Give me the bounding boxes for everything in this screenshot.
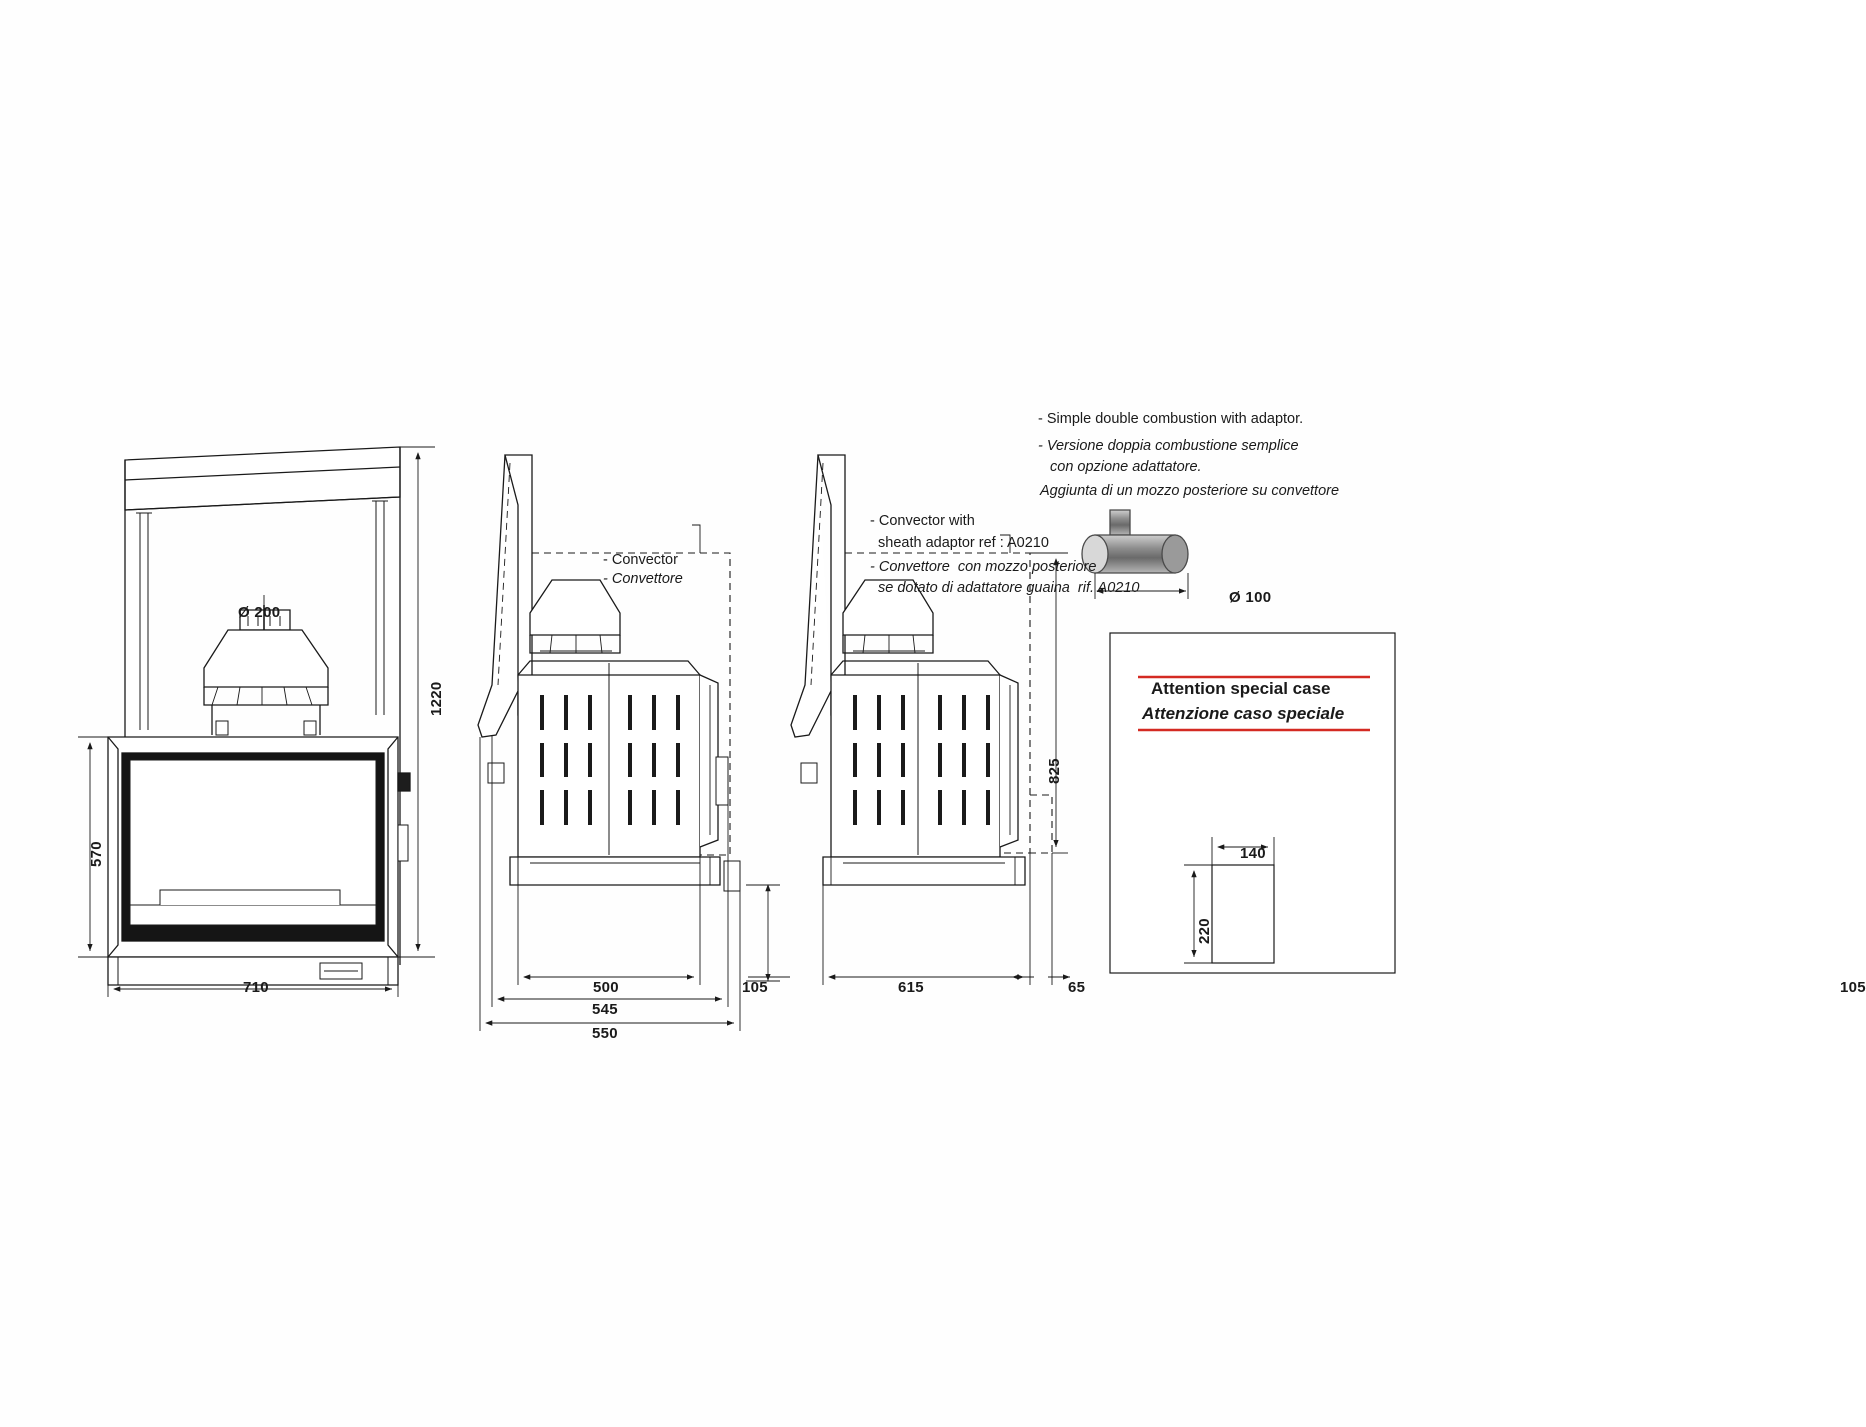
callout-adaptor-it-2-text: se dotato di adattatore guaina rif. A0210 bbox=[878, 580, 1140, 596]
dim-case-width: 140 bbox=[1240, 845, 1266, 862]
dim-height-825: 825 bbox=[1046, 758, 1063, 784]
note-line-it-1-text: - Versione doppia combustione semplice bbox=[1038, 438, 1299, 454]
dim-depth-500: 500 bbox=[593, 979, 619, 996]
note-line-it-2 bbox=[1050, 458, 1202, 477]
note-line-en: - Simple double combustion with adaptor. bbox=[1038, 411, 1304, 427]
callout-adaptor-it-1-text: - Convettore con mozzo posteriore bbox=[870, 559, 1097, 575]
dim-depth-615: 615 bbox=[898, 979, 924, 996]
callout-convector-it bbox=[603, 570, 683, 589]
dim-opening-height: 570 bbox=[88, 841, 105, 867]
dim-foot-105: 105 bbox=[1840, 979, 1866, 996]
callout-adaptor-en-2: sheath adaptor ref : A0210 bbox=[878, 535, 1049, 551]
dim-total-height: 1220 bbox=[428, 681, 445, 716]
note-line-it-1 bbox=[1038, 437, 1299, 456]
dim-front-width: 710 bbox=[243, 979, 269, 996]
side-view-convector bbox=[478, 455, 740, 891]
dim-flue-outlet: Ø 200 bbox=[238, 604, 281, 621]
callout-adaptor-en-1: - Convector with bbox=[870, 513, 975, 529]
attention-title-it: Attenzione caso speciale bbox=[1142, 704, 1345, 723]
dim-depth-550: 550 bbox=[592, 1025, 618, 1042]
dim-case-height: 220 bbox=[1196, 918, 1213, 944]
dim-hub-diameter: Ø 100 bbox=[1229, 589, 1272, 606]
callout-adaptor-it-2 bbox=[878, 579, 1139, 598]
note-line-it-3-text: Aggiunta di un mozzo posteriore su convettore bbox=[1040, 483, 1340, 499]
front-view bbox=[108, 447, 410, 985]
adaptor-hub-part bbox=[1082, 510, 1188, 573]
note-line-it-3 bbox=[1040, 482, 1339, 501]
callout-adaptor-it-1 bbox=[870, 558, 1096, 577]
attention-title-en: Attention special case bbox=[1151, 679, 1331, 698]
callout-convector-en: - Convector bbox=[603, 552, 678, 568]
callout-convector-it-text: - Convettore bbox=[603, 571, 683, 587]
dim-rear-hub-65: 65 bbox=[1068, 979, 1086, 996]
dim-depth-545: 545 bbox=[592, 1001, 618, 1018]
dim-foot-105-visible: 105 bbox=[742, 979, 768, 996]
note-line-it-2-text: con opzione adattatore. bbox=[1050, 459, 1202, 475]
